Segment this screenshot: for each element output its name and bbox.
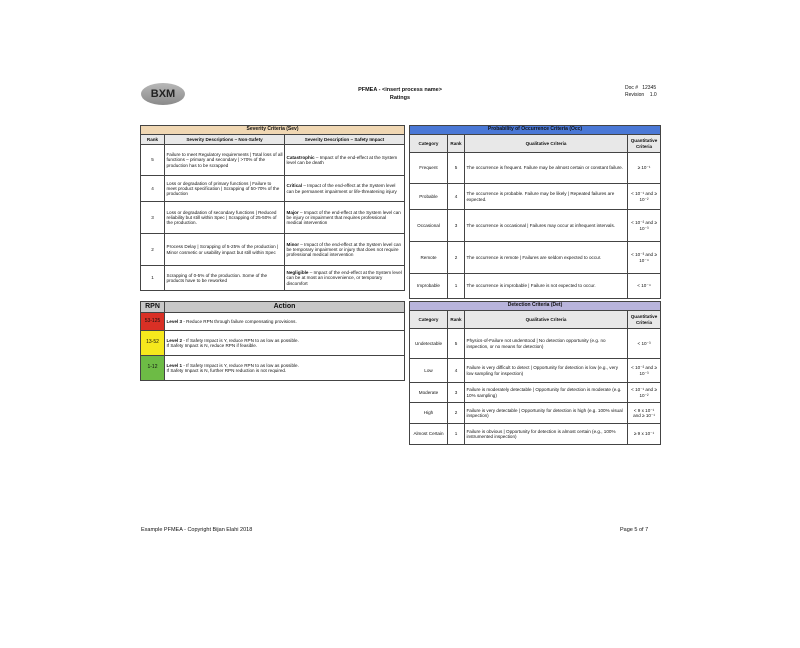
occurrence-qual: The occurrence is remote | Failures are seldom expected to occur. <box>465 242 628 274</box>
occurrence-category: Remote <box>410 242 448 274</box>
detection-category: Moderate <box>410 383 448 403</box>
severity-safety-text: – Impact of the end-effect at the System level can be permanent impairment or life-threatening injury <box>286 183 397 194</box>
detection-col-category: Category <box>410 311 448 329</box>
severity-col-safety: Severity Description – Safety Impact <box>285 135 405 145</box>
footer-copyright: Example PFMEA - Copyright Bijan Elahi 2018 <box>141 527 253 533</box>
occurrence-qual: The occurrence is frequent. Failure may be almost certain or constant failure. <box>465 153 628 184</box>
table-row <box>141 356 405 381</box>
severity-rank: 1 <box>141 266 165 291</box>
table-row <box>141 234 405 266</box>
severity-nonsafety: Failure to meet Regulatory requirements | Total loss of all functions – primary and secondary | >70% of the production has to be scrapped <box>165 145 285 176</box>
table-row <box>141 313 405 331</box>
table-row <box>410 210 661 242</box>
detection-quant: < 10⁻² and ≥ 10⁻³ <box>628 359 661 383</box>
doc-info <box>625 85 657 99</box>
rpn-col-action: Action <box>165 302 405 313</box>
detection-qual: Failure is moderately detectable | Opportunity for detection is moderate (e.g. 10% sampling) <box>465 383 628 403</box>
severity-safety-text: – Impact of the end-effect at the System level can be at most an inconvenience, or temporary discomfort <box>286 270 402 286</box>
detection-table <box>409 301 661 445</box>
detection-category: High <box>410 403 448 424</box>
rpn-text: - If Safety Impact is Y, reduce RPN to as low as possible. <box>182 362 299 368</box>
rpn-col-rpn: RPN <box>141 302 165 313</box>
doc-number: 12345 <box>642 85 657 91</box>
table-row <box>141 266 405 291</box>
table-row <box>141 202 405 234</box>
detection-category: Undetectable <box>410 329 448 359</box>
page-title <box>330 86 470 102</box>
detection-qual: Failure is very detectable | Opportunity for detection is high (e.g. 100% visual inspection) <box>465 403 628 424</box>
occurrence-rank: 3 <box>448 210 465 242</box>
title-line: PFMEA - <insert process name> <box>358 87 442 93</box>
severity-title: Severity Criteria (Sev) <box>141 126 405 135</box>
occurrence-col-qual: Qualitative Criteria <box>465 135 628 153</box>
rpn-action <box>165 313 405 331</box>
occurrence-title: Probability of Occurrence Criteria (Occ) <box>410 126 661 135</box>
rpn-text-2: If Safety Impact is N, further RPN reduction is not required. <box>166 368 287 373</box>
severity-safety-text: – Impact of the end-effect at the System level can be death <box>286 154 398 165</box>
occurrence-category: Probable <box>410 184 448 210</box>
detection-rank: 3 <box>448 383 465 403</box>
footer-page-number: Page 5 of 7 <box>620 527 649 533</box>
severity-rank: 5 <box>141 145 165 176</box>
severity-nonsafety: Scrapping of 0-5% of the production. Some of the products have to be reworked <box>165 266 285 291</box>
severity-term: Catastrophic <box>286 154 315 160</box>
rpn-table <box>140 301 405 381</box>
subtitle-line: Ratings <box>389 95 411 101</box>
severity-nonsafety: Loss or degradation of secondary functions | Reduced reliability but still within Spec | Scrapping of 25-50% of the production. <box>165 202 285 234</box>
detection-rank: 1 <box>448 424 465 445</box>
revision-number: 1.0 <box>649 92 657 98</box>
occurrence-table <box>409 125 661 299</box>
table-row <box>410 242 661 274</box>
rpn-level: Level 2 <box>166 337 183 343</box>
occurrence-quant: < 10⁻³ and ≥ 10⁻⁴ <box>628 242 661 274</box>
rpn-text-2: If Safety Impact is N, reduce RPN if feasible. <box>166 343 258 348</box>
rpn-range: 1-12 <box>141 356 165 381</box>
detection-category: Low <box>410 359 448 383</box>
severity-col-rank: Rank <box>141 135 165 145</box>
occurrence-quant: < 10⁻⁴ <box>628 274 661 299</box>
occurrence-qual: The occurrence is improbable | Failure is not expected to occur. <box>465 274 628 299</box>
detection-rank: 5 <box>448 329 465 359</box>
detection-quant: < 9 x 10⁻¹ and ≥ 10⁻¹ <box>628 403 661 424</box>
rpn-action <box>165 356 405 381</box>
rpn-text: - If Safety Impact is Y, reduce RPN to as low as possible. <box>182 337 299 343</box>
severity-safety <box>285 202 405 234</box>
detection-qual: Physics-of-Failure not understood | No detection opportunity (e.g. no inspection, or no means for detection) <box>465 329 628 359</box>
table-row <box>410 153 661 184</box>
severity-safety <box>285 234 405 266</box>
revision-label: Revision <box>625 92 645 98</box>
detection-title: Detection Criteria (Det) <box>410 302 661 311</box>
table-row <box>141 331 405 356</box>
detection-col-rank: Rank <box>448 311 465 329</box>
occurrence-category: Improbable <box>410 274 448 299</box>
severity-safety <box>285 266 405 291</box>
occurrence-col-category: Category <box>410 135 448 153</box>
occurrence-rank: 4 <box>448 184 465 210</box>
severity-rank: 4 <box>141 176 165 202</box>
detection-rank: 2 <box>448 403 465 424</box>
occurrence-rank: 5 <box>448 153 465 184</box>
detection-quant: < 10⁻¹ and ≥ 10⁻² <box>628 383 661 403</box>
severity-safety-text: – Impact of the end-effect at the System level can be temporary impairment or injury that does not require professional medical intervention <box>286 241 402 258</box>
rpn-action <box>165 331 405 356</box>
severity-nonsafety: Loss or degradation of primary functions | Failure to meet product specification | Scrapping of 50-70% of the production <box>165 176 285 202</box>
occurrence-rank: 2 <box>448 242 465 274</box>
table-row <box>410 383 661 403</box>
severity-term: Minor <box>286 241 300 247</box>
detection-quant: ≥ 9 x 10⁻¹ <box>628 424 661 445</box>
rpn-text: - Reduce RPN through failure compensating provisions. <box>182 318 297 324</box>
severity-rank: 2 <box>141 234 165 266</box>
detection-quant: < 10⁻³ <box>628 329 661 359</box>
occurrence-col-rank: Rank <box>448 135 465 153</box>
occurrence-quant: < 10⁻² and ≥ 10⁻³ <box>628 210 661 242</box>
table-row <box>410 274 661 299</box>
severity-safety <box>285 145 405 176</box>
detection-category: Almost Certain <box>410 424 448 445</box>
occurrence-category: Occasional <box>410 210 448 242</box>
severity-nonsafety: Process Delay | Scrapping of 5-25% of the production | Minor cosmetic or usability impact but still within Spec <box>165 234 285 266</box>
detection-qual: Failure is obvious | Opportunity for detection is almost certain (e.g., 100% instrumented inspection) <box>465 424 628 445</box>
table-row <box>410 329 661 359</box>
severity-safety <box>285 176 405 202</box>
detection-rank: 4 <box>448 359 465 383</box>
doc-label: Doc # <box>625 85 639 91</box>
table-row <box>141 176 405 202</box>
rpn-range: 13-52 <box>141 331 165 356</box>
severity-safety-text: – Impact of the end-effect at the System level can be injury or impairment that requires professional medical intervention <box>286 209 401 226</box>
severity-term: Negligible <box>286 270 309 276</box>
bxm-logo: BXM <box>141 83 185 105</box>
table-row <box>410 403 661 424</box>
severity-term: Major <box>286 209 299 215</box>
detection-col-qual: Qualitative Criteria <box>465 311 628 329</box>
severity-col-nonsafety: Severity Descriptions – Non-Safety <box>165 135 285 145</box>
occurrence-qual: The occurrence is probable. Failure may be likely | Repeated failures are expected. <box>465 184 628 210</box>
occurrence-quant: < 10⁻¹ and ≥ 10⁻² <box>628 184 661 210</box>
severity-term: Critical <box>286 183 303 189</box>
occurrence-qual: The occurrence is occasional | Failures may occur at infrequent intervals. <box>465 210 628 242</box>
severity-rank: 3 <box>141 202 165 234</box>
occurrence-category: Frequent <box>410 153 448 184</box>
occurrence-rank: 1 <box>448 274 465 299</box>
table-row <box>410 184 661 210</box>
severity-table <box>140 125 405 291</box>
table-row <box>141 145 405 176</box>
detection-col-quant: Quantitative Criteria <box>628 311 661 329</box>
rpn-level: Level 3 <box>166 318 183 324</box>
occurrence-quant: ≥ 10⁻¹ <box>628 153 661 184</box>
table-row <box>410 424 661 445</box>
table-row <box>410 359 661 383</box>
rpn-level: Level 1 <box>166 362 183 368</box>
occurrence-col-quant: Quantitative Criteria <box>628 135 661 153</box>
rpn-range: 53-125 <box>141 313 165 331</box>
detection-qual: Failure is very difficult to detect | Opportunity for detection is low (e.g., very low sampling for inspection) <box>465 359 628 383</box>
